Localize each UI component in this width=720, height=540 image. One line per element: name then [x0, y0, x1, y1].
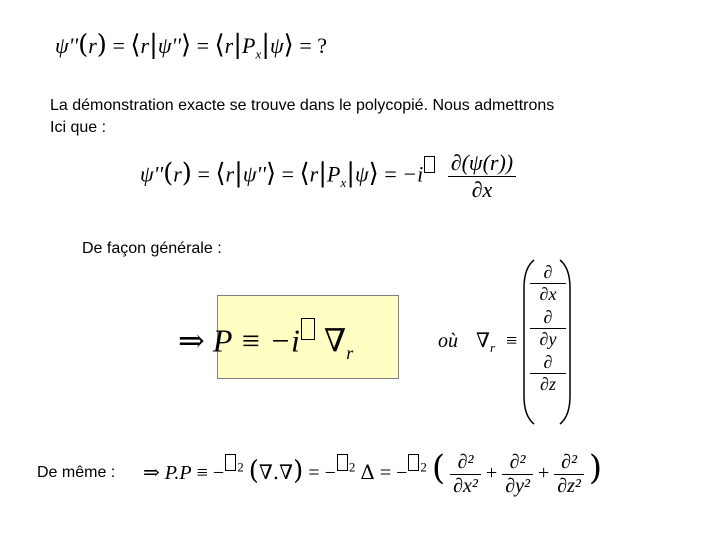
where-nabla — [476, 328, 517, 356]
nabla-symbol-2: ∇ — [476, 328, 490, 352]
question-tail: = ? — [299, 33, 327, 58]
partial-x-num: ∂ — [530, 262, 566, 284]
gradient-components — [530, 260, 566, 397]
paragraph-2: De façon générale : — [82, 240, 222, 257]
equiv-sign: ≡ — [506, 330, 518, 352]
partial-numerator: ∂(ψ(r)) — [448, 150, 516, 177]
paragraph-3: De même : — [37, 464, 116, 481]
square-exponent: 2 — [237, 459, 244, 475]
equals-minus-1: = − — [308, 462, 336, 484]
paragraph-1-line-2: Ici que : — [50, 119, 107, 136]
bra-r-2: r — [224, 33, 234, 58]
nabla-subscript-r: r — [346, 343, 354, 364]
bra-r: r — [140, 33, 150, 58]
d2-num-y: ∂² — [502, 451, 533, 475]
hbar-placeholder-3 — [225, 454, 236, 471]
implies-arrow: ⇒ — [178, 321, 205, 360]
d2-num-z: ∂² — [554, 451, 584, 475]
equals-minus-2: = − — [379, 462, 408, 484]
where-label: où — [438, 330, 458, 352]
plus-1: + — [485, 462, 498, 484]
ket-psi: ψ — [270, 33, 284, 58]
partial-denominator: ∂x — [471, 177, 493, 202]
d2-den-z: ∂z² — [557, 474, 581, 497]
nabla-dot-nabla: ∇.∇ — [258, 460, 294, 484]
minus-i: −i — [402, 161, 424, 187]
partial-y-num: ∂ — [530, 307, 566, 329]
equation-2: ψ''(r) = ⟨r|ψ''⟩ = $⟨r|P_x|\psi⟩ = -i$ $\frac{\partial(\psi(r))}{\partial x}$ — [140, 150, 516, 203]
paragraph-1-line-1: La démonstration exacte se trouve dans le polycopié. Nous admettrons — [50, 97, 555, 114]
partial-z-num: ∂ — [530, 352, 566, 374]
vector-r-2: r — [173, 161, 182, 187]
ket-psi-double-prime: ψ'' — [157, 33, 181, 58]
subscript-x: x — [255, 46, 262, 62]
equiv-minus: ≡ − — [196, 462, 225, 484]
plus-2: + — [537, 462, 550, 484]
hbar-placeholder — [424, 156, 435, 173]
d2-den-x: ∂x² — [453, 474, 478, 497]
partial-x-den: ∂x — [539, 284, 557, 304]
partial-y-den: ∂y — [539, 329, 557, 349]
momentum-operator: P — [242, 33, 256, 58]
boxed-equation — [178, 318, 353, 364]
d2-den-y: ∂y² — [505, 474, 530, 497]
hbar-placeholder-2 — [301, 318, 315, 340]
vector-r: r — [88, 33, 97, 58]
nabla-subscript-r-2: r — [489, 340, 496, 355]
d2-num-x: ∂² — [450, 451, 481, 475]
implies-arrow-2: ⇒ — [143, 460, 160, 484]
momentum-definition: P ≡ −i — [212, 322, 300, 359]
hbar-placeholder-5 — [408, 454, 419, 471]
paragraph-1 — [50, 95, 690, 139]
p-dot-p: P.P — [164, 462, 192, 484]
partial-z-den: ∂z — [540, 374, 556, 394]
laplacian-symbol: Δ — [360, 460, 375, 484]
equation-3: ⇒ P.P ≡ − $^2$ (∇.∇) = − $^2$ Δ = − $^2$ ( $\frac{\text{∂²}}{\text{∂x²}}$ + $\frac{\text{∂²}}{\text{∂y²}}$ + $\frac{\text{∂²}}{\text{∂z²}}$ ) — [143, 448, 603, 497]
psi-double-prime-2: ψ'' — [140, 161, 164, 187]
hbar-placeholder-4 — [337, 454, 348, 471]
psi-double-prime: ψ'' — [55, 33, 79, 58]
nabla-symbol: ∇ — [323, 321, 347, 360]
equation-1: ψ''(r) = ⟨r|ψ''⟩ = $⟨r|P_x|\psi⟩$ = ? — [55, 30, 327, 62]
